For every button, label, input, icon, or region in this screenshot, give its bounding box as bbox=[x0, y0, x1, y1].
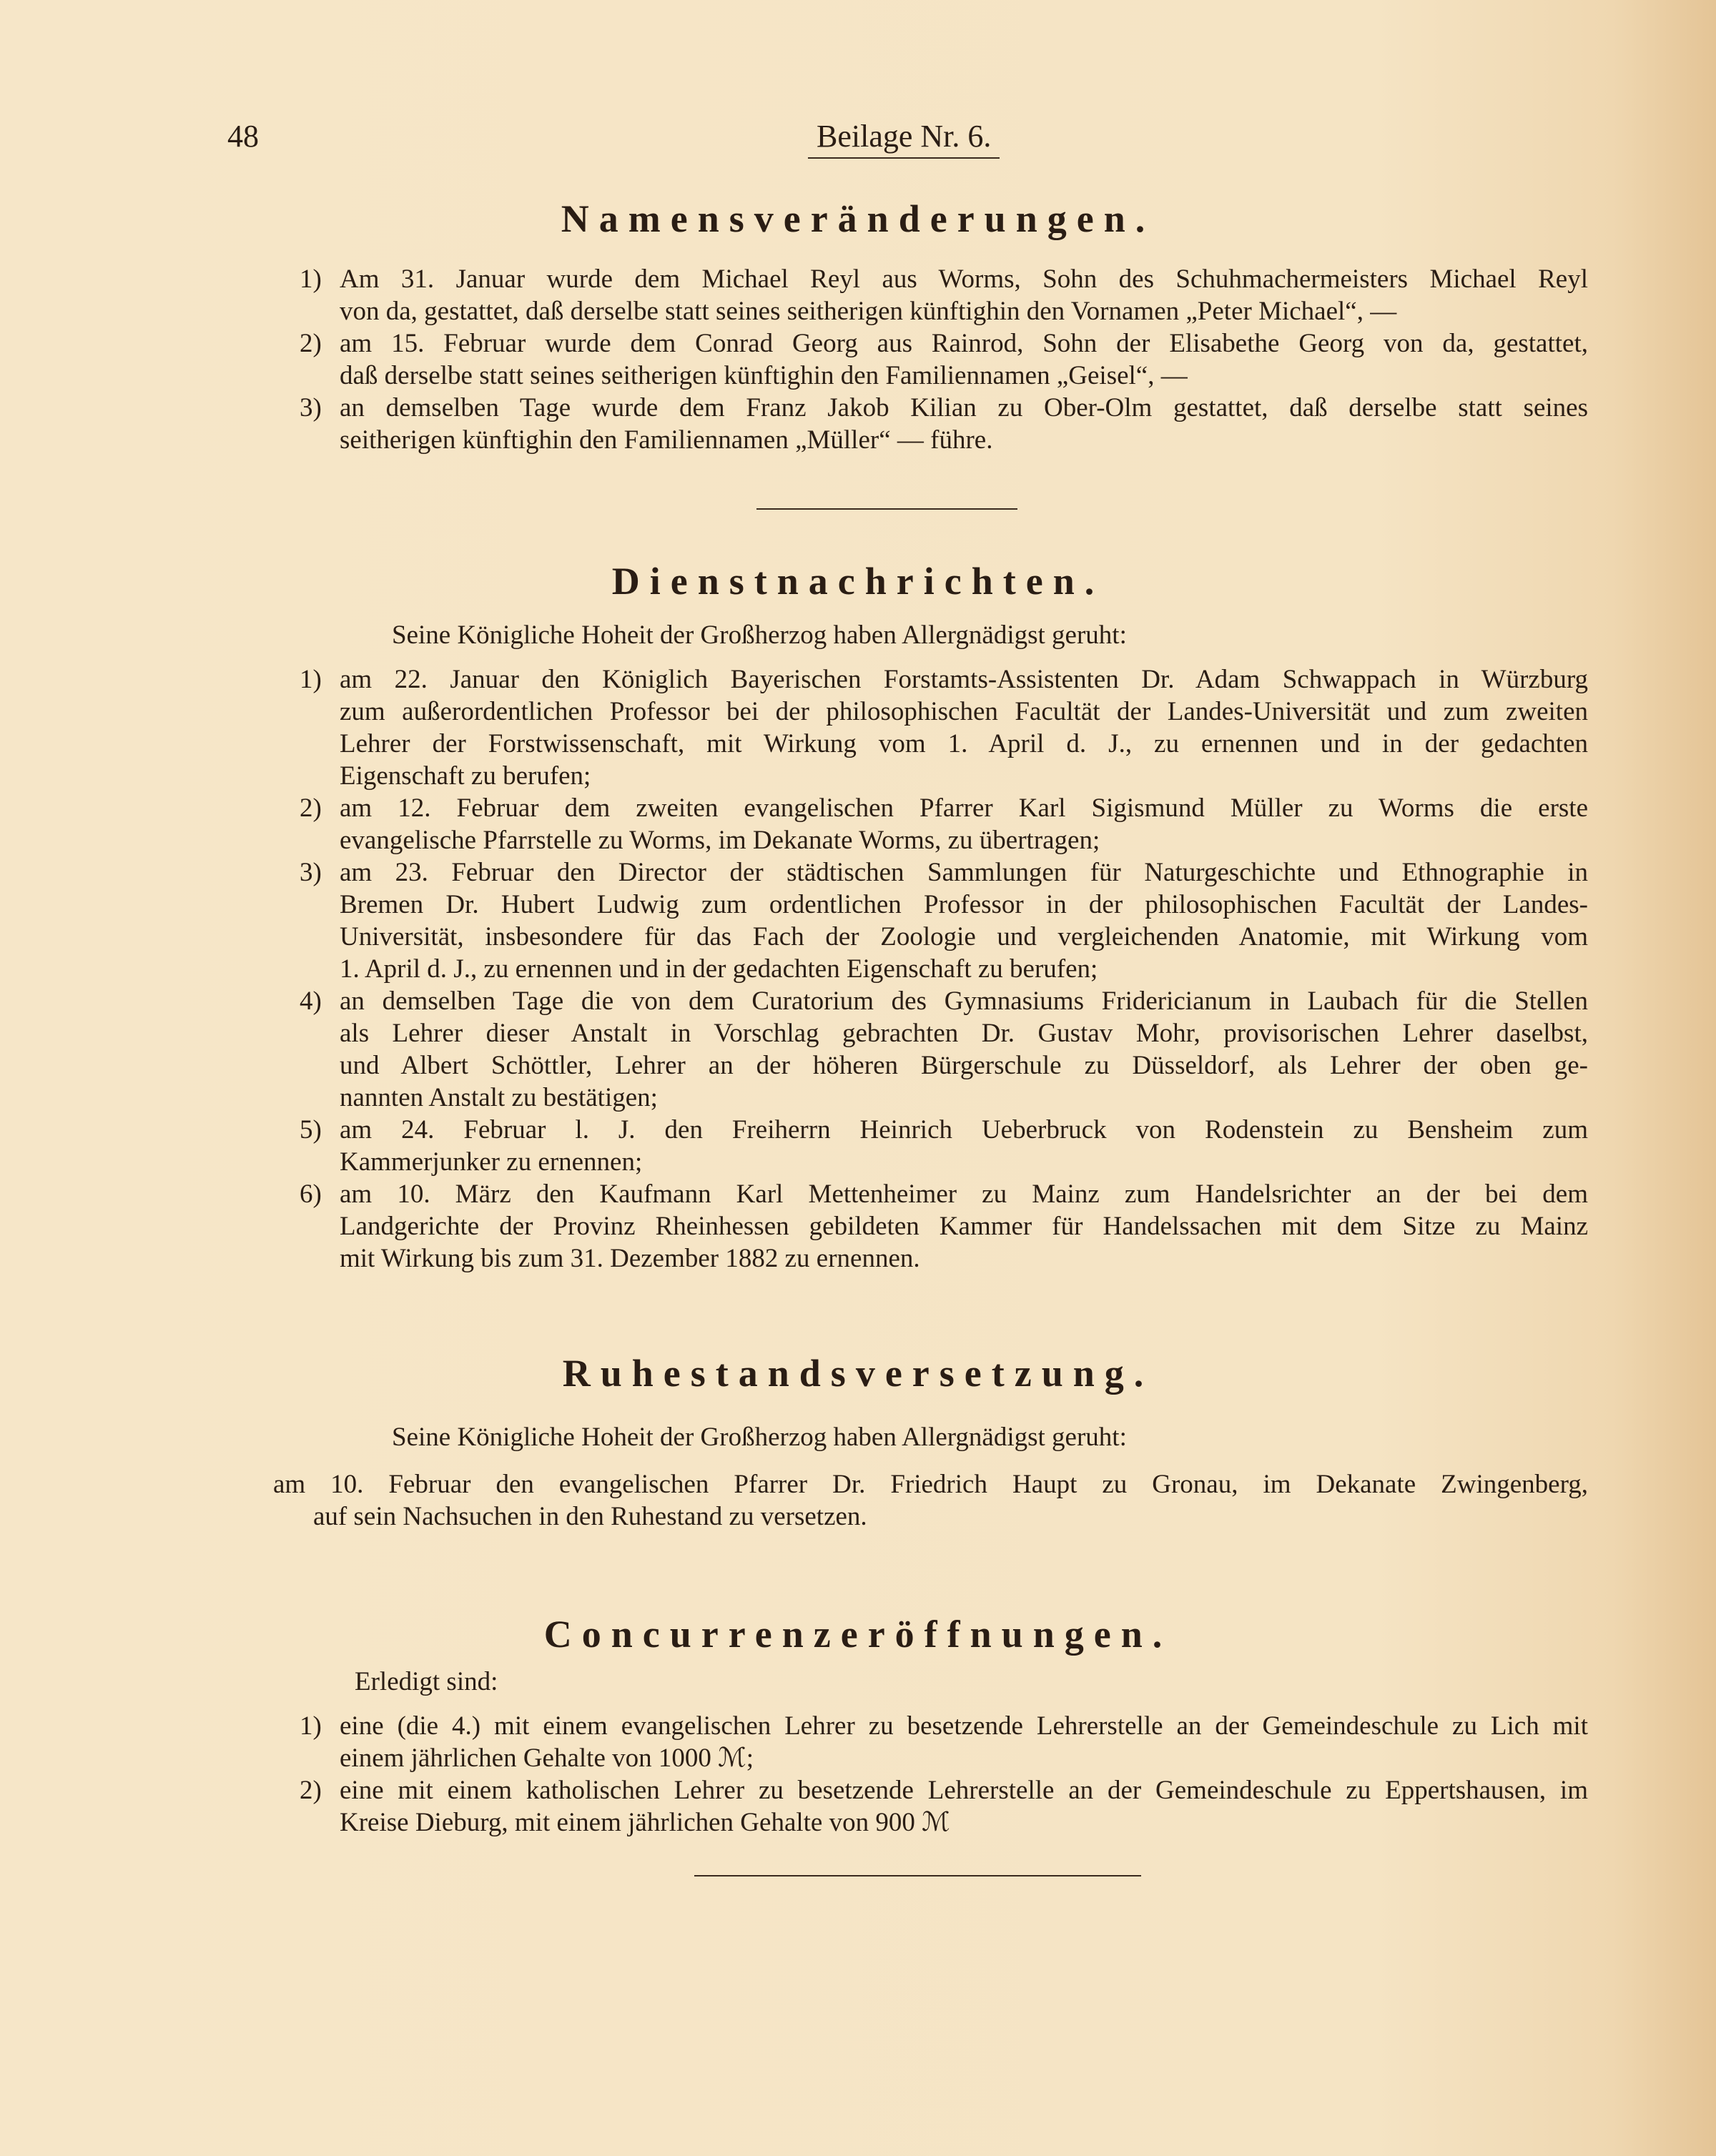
item-number: 2) bbox=[300, 793, 322, 823]
page-number: 48 bbox=[227, 119, 259, 154]
item-text-line: Eigenschaft zu berufen; bbox=[340, 761, 591, 791]
section-body-concurrenzeroeffnungen bbox=[300, 1710, 1588, 1839]
item-text-line: am 24. Februar l. J. den Freiherrn Heinrich Ueberbruck von Rodenstein zu Bensheim zum bbox=[340, 1115, 1588, 1144]
list-item bbox=[300, 663, 1588, 792]
list-item bbox=[300, 263, 1588, 327]
item-number: 4) bbox=[300, 986, 322, 1016]
item-text-line: daß derselbe statt seines seitherigen künftighin den Familiennamen „Geisel“, — bbox=[340, 361, 1188, 390]
item-number: 3) bbox=[300, 393, 322, 422]
section-title-dienstnachrichten: Dienstnachrichten. bbox=[611, 560, 1105, 603]
item-text-line: Kreise Dieburg, mit einem jährlichen Gehalte von 900 ℳ bbox=[340, 1808, 950, 1837]
section-intro-dienstnachrichten: Seine Königliche Hoheit der Großherzog haben Allergnädigst geruht: bbox=[392, 620, 1127, 650]
item-text-line: am 10. Februar den evangelischen Pfarrer Dr. Friedrich Haupt zu Gronau, im Dekanate Zwingenberg, bbox=[273, 1470, 1588, 1499]
item-text-line: zum außerordentlichen Professor bei der philosophischen Facultät der Landes-Universität und zum zweiten bbox=[340, 697, 1588, 726]
section-body-ruhestandsversetzung bbox=[273, 1468, 1588, 1533]
list-item bbox=[300, 792, 1588, 856]
list-item bbox=[300, 856, 1588, 985]
item-text-line: und Albert Schöttler, Lehrer an der höheren Bürgerschule zu Düsseldorf, als Lehrer der oben ge- bbox=[340, 1051, 1588, 1080]
item-text-line: eine mit einem katholischen Lehrer zu besetzende Lehrerstelle an der Gemeindeschule zu Eppertshausen, im bbox=[340, 1776, 1588, 1805]
item-text-line: Landgerichte der Provinz Rheinhessen gebildeten Kammer für Handelssachen mit dem Sitze zu Mainz bbox=[340, 1212, 1588, 1241]
item-number: 1) bbox=[300, 1711, 322, 1741]
item-text-line: auf sein Nachsuchen in den Ruhestand zu versetzen. bbox=[313, 1502, 867, 1531]
item-text-line: Am 31. Januar wurde dem Michael Reyl aus Worms, Sohn des Schuhmachermeisters Michael Reyl bbox=[340, 264, 1588, 294]
item-text-line: an demselben Tage wurde dem Franz Jakob Kilian zu Ober-Olm gestattet, daß derselbe statt seines bbox=[340, 393, 1588, 422]
list-item bbox=[300, 985, 1588, 1114]
item-text-line: mit Wirkung bis zum 31. Dezember 1882 zu ernennen. bbox=[340, 1244, 920, 1273]
item-text-line: am 22. Januar den Königlich Bayerischen Forstamts-Assistenten Dr. Adam Schwappach in Würzburg bbox=[340, 665, 1588, 694]
section-intro-concurrenzeroeffnungen: Erledigt sind: bbox=[355, 1667, 498, 1696]
item-text-line: Bremen Dr. Hubert Ludwig zum ordentlichen Professor in der philosophischen Facultät der Landes- bbox=[340, 890, 1588, 919]
item-number: 1) bbox=[300, 665, 322, 694]
item-text-line: als Lehrer dieser Anstalt in Vorschlag gebrachten Dr. Gustav Mohr, provisorischen Lehrer daselbst, bbox=[340, 1019, 1588, 1048]
item-text-line: evangelische Pfarrstelle zu Worms, im Dekanate Worms, zu übertragen; bbox=[340, 826, 1100, 855]
section-body-dienstnachrichten bbox=[300, 663, 1588, 1275]
item-text-line: Lehrer der Forstwissenschaft, mit Wirkung vom 1. April d. J., zu ernennen und in der gedachten bbox=[340, 729, 1588, 758]
section-divider bbox=[694, 1875, 1141, 1876]
item-text-line: am 10. März den Kaufmann Karl Mettenheimer zu Mainz zum Handelsrichter an der bei dem bbox=[340, 1180, 1588, 1209]
section-title-concurrenzeroeffnungen: Concurrenzeröffnungen. bbox=[543, 1613, 1173, 1656]
item-text-line: Universität, insbesondere für das Fach der Zoologie und vergleichenden Anatomie, mit Wirkung vom bbox=[340, 922, 1588, 951]
list-item bbox=[273, 1468, 1588, 1533]
item-number: 2) bbox=[300, 329, 322, 358]
item-text-line: an demselben Tage die von dem Curatorium des Gymnasiums Fridericianum in Laubach für die Stellen bbox=[340, 986, 1588, 1016]
section-divider bbox=[756, 508, 1017, 510]
item-text-line: nannten Anstalt zu bestätigen; bbox=[340, 1083, 658, 1112]
item-number: 6) bbox=[300, 1180, 322, 1209]
item-number: 2) bbox=[300, 1776, 322, 1805]
item-text-line: 1. April d. J., zu ernennen und in der gedachten Eigenschaft zu berufen; bbox=[340, 954, 1098, 984]
list-item bbox=[300, 1710, 1588, 1774]
section-title-ruhestandsversetzung: Ruhestandsversetzung. bbox=[562, 1352, 1154, 1395]
item-text-line: Kammerjunker zu ernennen; bbox=[340, 1147, 643, 1177]
list-item bbox=[300, 1774, 1588, 1839]
section-intro-ruhestandsversetzung: Seine Königliche Hoheit der Großherzog haben Allergnädigst geruht: bbox=[392, 1423, 1127, 1452]
item-number: 5) bbox=[300, 1115, 322, 1144]
list-item bbox=[300, 392, 1588, 456]
item-text-line: von da, gestattet, daß derselbe statt seines seitherigen künftighin den Vornamen „Peter Michael“, — bbox=[340, 297, 1397, 326]
section-body-namensveraenderungen bbox=[300, 263, 1588, 456]
running-title: Beilage Nr. 6. bbox=[808, 118, 1000, 159]
list-item bbox=[300, 327, 1588, 392]
item-text-line: am 23. Februar den Director der städtischen Sammlungen für Naturgeschichte und Ethnographie in bbox=[340, 858, 1588, 887]
item-text-line: seitherigen künftighin den Familiennamen „Müller“ — führe. bbox=[340, 425, 993, 455]
item-text-line: am 15. Februar wurde dem Conrad Georg aus Rainrod, Sohn der Elisabethe Georg von da, gestattet, bbox=[340, 329, 1588, 358]
item-number: 1) bbox=[300, 264, 322, 294]
section-title-namensveraenderungen: Namensveränderungen. bbox=[561, 197, 1155, 240]
item-text-line: eine (die 4.) mit einem evangelischen Lehrer zu besetzende Lehrerstelle an der Gemeindeschule zu Lich mit bbox=[340, 1711, 1588, 1741]
item-text-line: einem jährlichen Gehalte von 1000 ℳ; bbox=[340, 1744, 754, 1773]
item-number: 3) bbox=[300, 858, 322, 887]
list-item bbox=[300, 1114, 1588, 1178]
item-text-line: am 12. Februar dem zweiten evangelischen Pfarrer Karl Sigismund Müller zu Worms die erste bbox=[340, 793, 1588, 823]
list-item bbox=[300, 1178, 1588, 1275]
